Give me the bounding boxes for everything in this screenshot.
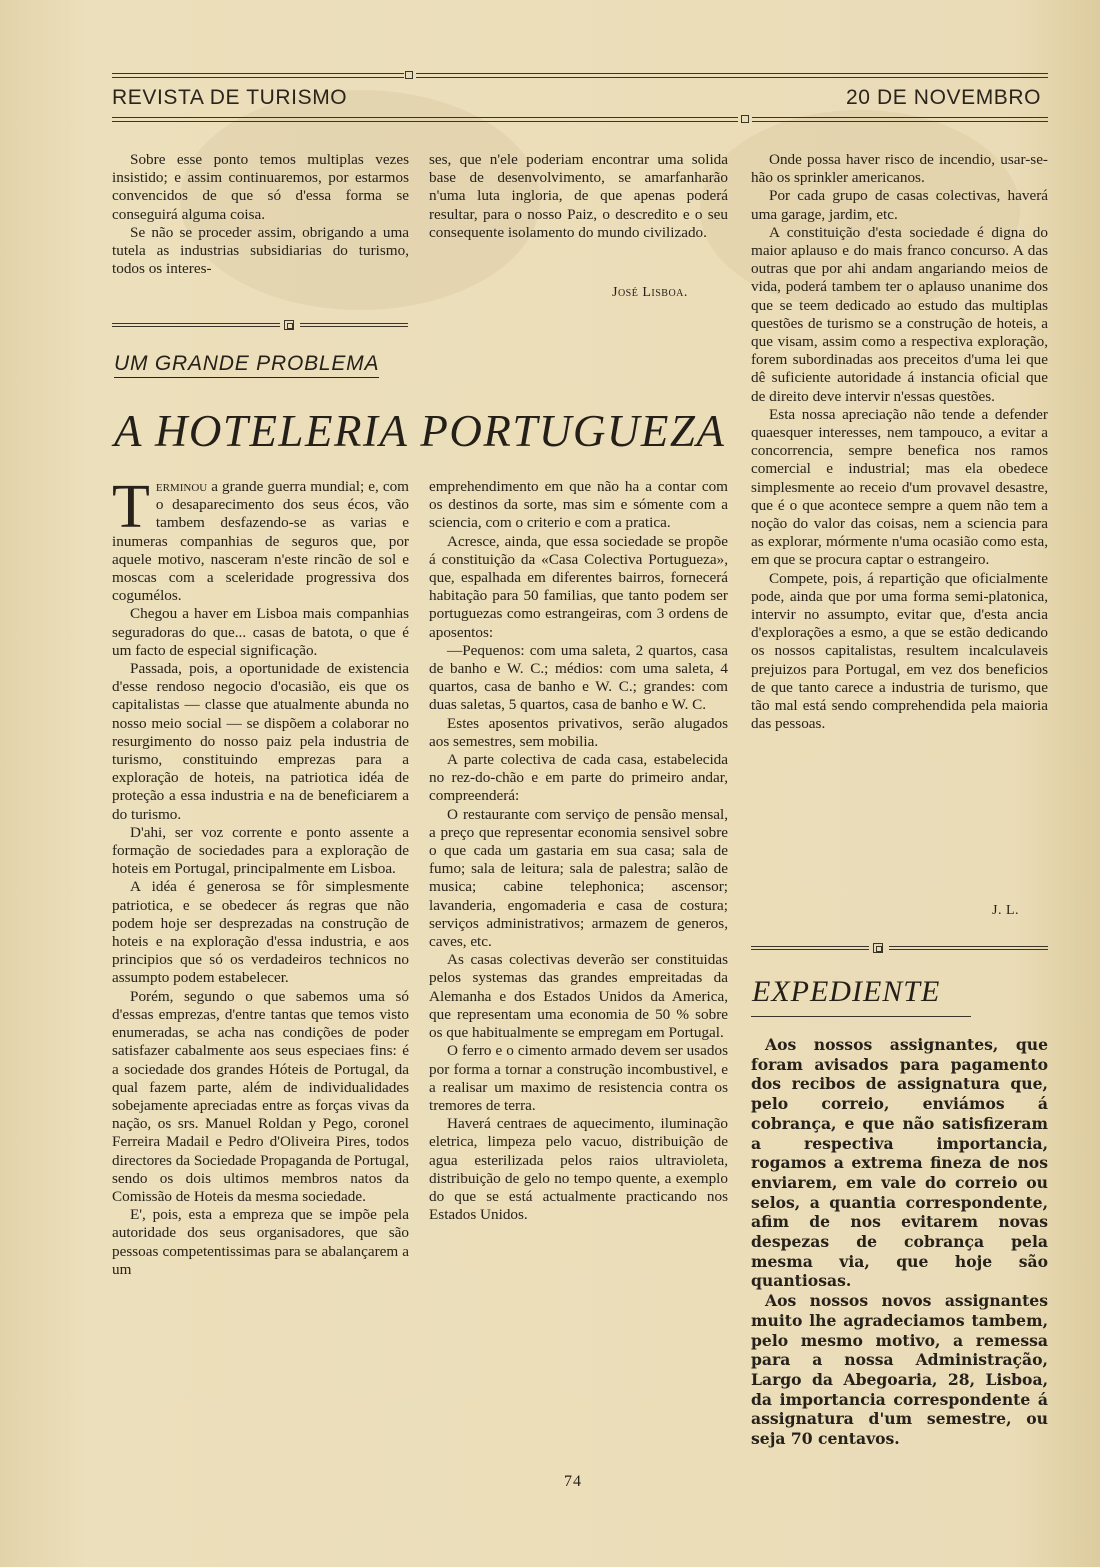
paragraph: Acresce, ainda, que essa sociedade se propõe á constituição da «Casa Colectiva Portugueza», que, espalhada em diferentes bairros, fornecerá habitação para 50 familias, que tanto podem ser portuguezas como estrangeiras, com 3 ordens de aposentos: (429, 532, 728, 641)
paragraph: A parte colectiva de cada casa, estabelecida no rez-do-chão e em parte do primeiro andar, compreenderá: (429, 751, 728, 805)
divider-rule (751, 946, 869, 950)
paragraph: Onde possa haver risco de incendio, usar-se-hão os sprinkler americanos. (751, 151, 1048, 187)
header-ornament-icon (741, 115, 749, 123)
paragraph: As casas colectivas deverão ser constituidas pelos systemas das grandes empreitadas da Alemanha e dos Estados Unidos da America, que representam uma economia de 50 % sobre os que habitualmente se empregam em Portugal. (429, 951, 728, 1042)
article-title: A HOTELERIA PORTUGUEZA (114, 406, 726, 456)
author-signature: José Lisboa. (612, 285, 688, 300)
paragraph: —Pequenos: com uma saleta, 2 quartos, casa de banho e W. C.; médios: com uma saleta, 4 quartos, casa de banho e W. C.; grandes: com duas saletas, 5 quartos, casa de banho e W. C. (429, 641, 728, 714)
header-top-rule-right (416, 73, 1048, 78)
title-underline (751, 1016, 971, 1018)
paragraph: ses, que n'ele poderiam encontrar uma solida base de desenvolvimento, se amarfanharão n'uma luta ingloria, de que apenas poderá resultar, para o nosso Paiz, o descredito e o seu consequente isolamento do mundo civilizado. (429, 151, 728, 241)
paragraph: Estes aposentos privativos, serão alugados aos semestres, sem mobilia. (429, 714, 728, 750)
paragraph: A idéa é generosa se fôr simplesmente patriotica, e se obedecer ás regras que não podem hoje ser desprezadas na construção de hoteis e na exploração d'essa industria, e aos principios que só os verdadeiros technicos no assumpto podem estabelecer. (112, 878, 409, 987)
paragraph: Passada, pois, a oportunidade de existencia d'esse rendoso negocio d'ocasião, eis que os capitalistas — classe que atualmente abunda no nosso meio social — se dispõem a colaborar no resurgimento do nosso paiz pela industria de turismo, constituindo emprezas para a exploração de hoteis, na patriotica idéa de proteção a essa industria e na de beneficiarem a do turismo. (112, 660, 409, 823)
paragraph: A constituição d'esta sociedade é digna do maior aplauso e do mais franco concurso. A das outras que por ahi andam angariando meios de vida, poderá tambem ter o aplauso unanime dos que se teem dedicado ao estudo das multiplas questões de turismo se a construção de hoteis, a que visam, assim como a respectiva exploração, forem subordinadas aos preceitos d'uma lei que dê suficiente autoridade á instancia oficial que de direito deve intervir n'essas questões. (751, 223, 1048, 405)
paragraph: Sobre esse ponto temos multiplas vezes insistido; e assim continuaremos, por estarmos convencidos de que só d'essa forma se conseguirá alguma coisa. (112, 151, 409, 223)
paragraph: Por cada grupo de casas colectivas, haverá uma garage, jardim, etc. (751, 187, 1048, 223)
divider-rule (300, 323, 408, 327)
lead-paragraph (112, 473, 409, 605)
header-bottom-rule-right (752, 117, 1048, 122)
paragraph: D'ahi, ser voz corrente e ponto assente a formação de sociedades para a exploração de hoteis em Portugal, principalmente em Lisboa. (112, 823, 409, 878)
divider-rule (112, 323, 280, 327)
paragraph: emprehendimento em que não ha a contar com os destinos da sorte, mas sim e sómente com a sciencia, com o criterio e com a pratica. (429, 478, 728, 532)
paragraph: O restaurante com serviço de pensão mensal, a preço que representar economia sensivel sobre o que cada um gastaria em sua casa; sala de fumo; sala de leitura; sala de palestra; salão de musica; cabine telephonica; ascensor; lavanderia, engomaderia e casa de costura; serviços administrativos; armazem de generos, caves, etc. (429, 805, 728, 951)
paragraph: E', pois, esta a empreza que se impõe pela autoridade dos seus organisadores, que são pessoas competentissimas para se abalançarem a um (112, 1206, 409, 1278)
running-head-date: 20 DE NOVEMBRO (846, 86, 1042, 109)
paragraph: Porém, segundo o que sabemos uma só d'essas emprezas, d'entre tantas que temos visto enumeradas, se acha nas condições de poder satisfazer cabalmente aos seus especiaes fins: é a sociedade dos grandes Hóteis de Portugal, da qual fazem parte, além de individualidades sobejamente apreciadas entre as forças vivas da nação, os srs. Manuel Roldan y Pego, coronel Ferreira Madail e Pedro d'Oliveira Pires, todos directores da Sociedade Propaganda de Portugal, sendo os dois ultimos membros natos da Comissão de Hoteis da mesma sociedade. (112, 987, 409, 1205)
running-head-title: REVISTA DE TURISMO (112, 86, 348, 109)
article-column-2 (429, 478, 728, 1224)
divider-ornament-icon (873, 943, 883, 953)
header-ornament-icon (405, 71, 413, 79)
article-signature: J. L. (992, 903, 1019, 918)
header-top-rule-left (112, 73, 404, 78)
expediente-title: EXPEDIENTE (752, 975, 941, 1008)
notice-paragraph: Aos nossos assignantes, que foram avisados para pagamento dos recibos de assignatura que, pelo correio, enviámos á cobrança, e que não satisfizeram a respectiva importancia, rogamos a extrema fineza de nos enviarem, em vale do correio ou selos, a quantia correspondente, afim de nos evitarem novas despezas de cobrança pela mesma via, que hoje são quantiosas. (751, 1035, 1048, 1291)
paragraph: Compete, pois, á repartição que oficialmente pode, ainda que por uma forma semi-platonica, intervir no assumpto, evitar que, d'esta ancia d'explorações a esmo, a que se estão dedicando os nossos capitalistas, resultem incalculaveis prejuizos para Portugal, em vez dos beneficios de que tanto carece a industria de turismo, que tão mal está sendo comprehendida pela maioria das pessoas. (751, 569, 1048, 733)
drop-cap: T (112, 473, 150, 541)
page-number: 74 (564, 1473, 582, 1490)
lead-word: erminou (155, 478, 208, 495)
paragraph: Haverá centraes de aquecimento, iluminação eletrica, limpeza pelo vacuo, distribuição de agua esterilizada pelos raios ultravioleta, distribuição de gelo no tempo quente, a exemplo do que se está actualmente practicando nos Estados Unidos. (429, 1115, 728, 1224)
paragraph: Se não se proceder assim, obrigando a uma tutela as industrias subsidiarias do turismo, todos os interes- (112, 223, 409, 278)
top-column-2 (429, 151, 728, 242)
paragraph: O ferro e o cimento armado devem ser usados por forma a tornar a construção incombustivel, e a realisar um maximo de resistencia contra os tremores de terra. (429, 1042, 728, 1114)
paragraph: Chegou a haver em Lisboa mais companhias seguradoras do que... casas de batota, o que é um facto de especial significação. (112, 605, 409, 659)
divider-rule (889, 946, 1048, 950)
header-bottom-rule-left (112, 117, 738, 122)
top-column-1 (112, 151, 409, 278)
divider-ornament-icon (284, 320, 294, 330)
lead-text: a grande guerra mundial; e, com o desaparecimento dos seus écos, vão tambem desfazendo-se as varias e inumeras companhias de seguros que, por aquele motivo, nasceram n'este rincão de sol e moscas com a sceleridade progressiva dos cogumélos. (112, 478, 409, 605)
article-column-1 (112, 473, 409, 1279)
paragraph: Esta nossa apreciação não tende a defender quaesquer interesses, nem tampouco, a evitar a concorrencia, sempre benefica nos ramos comercial e industrial; mas ela obedece simplesmente ao receio d'um provavel desastre, que é o que acontece sempre a quem não tem a noção do valor das coisas, nem a sciencia para as explorar, mórmente n'uma ocasião como esta, em que se procura captar o estrangeiro. (751, 405, 1048, 569)
notice-paragraph: Aos nossos novos assignantes muito lhe agradeciamos tambem, pelo mesmo motivo, a remessa para a nossa Administração, Largo da Abegoaria, 28, Lisboa, da importancia correspondente á assignatura d'um semestre, ou seja 70 centavos. (751, 1291, 1048, 1449)
article-column-3 (751, 151, 1048, 734)
expediente-notice (751, 1035, 1048, 1449)
article-kicker: UM GRANDE PROBLEMA (114, 352, 379, 378)
